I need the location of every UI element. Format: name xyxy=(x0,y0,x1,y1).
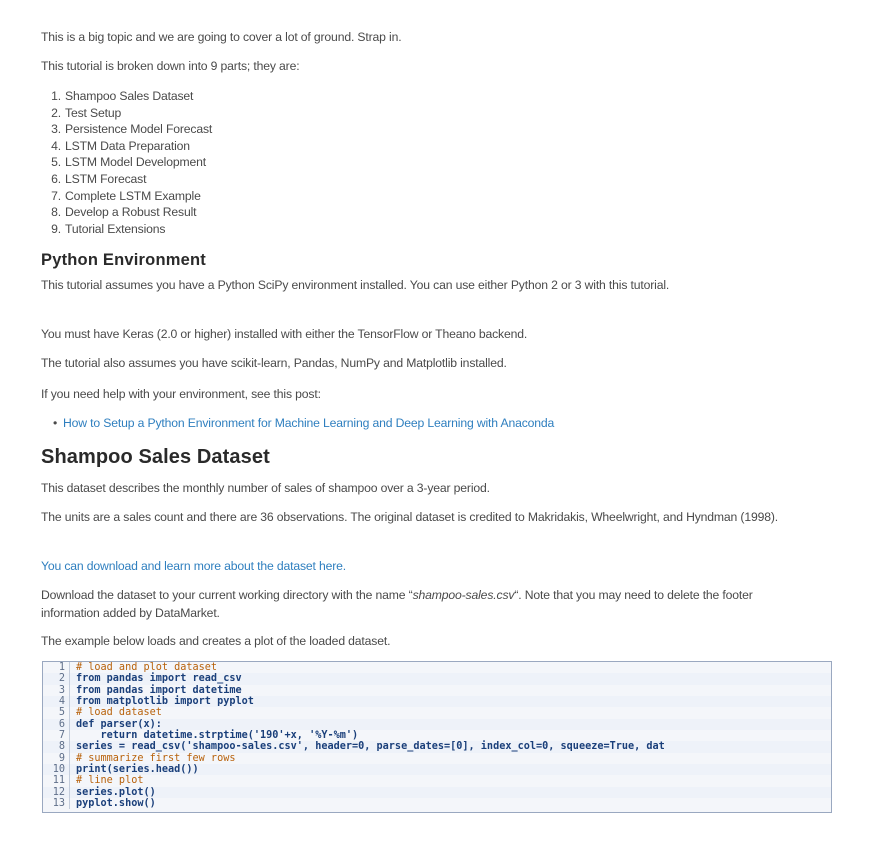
parts-list-item: 7. Complete LSTM Example xyxy=(51,188,201,203)
code-comment: # line plot xyxy=(76,775,144,787)
code-text: pyplot.show() xyxy=(76,798,156,810)
code-line xyxy=(43,673,831,684)
line-number: 13 xyxy=(43,798,70,809)
python-env-paragraph-1: This tutorial assumes you have a Python SciPy environment installed. You can use either Python 2 or 3 with this tutorial. xyxy=(41,278,670,292)
line-number: 5 xyxy=(43,707,70,718)
python-env-paragraph-3: The tutorial also assumes you have scikit-learn, Pandas, NumPy and Matplotlib installed. xyxy=(41,356,507,370)
shampoo-paragraph-1: This dataset describes the monthly number of sales of shampoo over a 3-year period. xyxy=(41,481,490,495)
anaconda-setup-link[interactable]: How to Setup a Python Environment for Machine Learning and Deep Learning with Anaconda xyxy=(63,416,555,430)
code-comment: # summarize first few rows xyxy=(76,752,236,764)
parts-list-item: 3. Persistence Model Forecast xyxy=(51,122,213,137)
code-line xyxy=(43,719,831,730)
parts-list-item: 5. LSTM Model Development xyxy=(51,155,206,170)
code-text: from matplotlib import pyplot xyxy=(76,696,254,708)
code-line xyxy=(43,741,831,752)
line-number: 11 xyxy=(43,775,70,786)
code-line xyxy=(43,685,831,696)
code-line xyxy=(43,662,831,673)
code-text: series.plot() xyxy=(76,786,156,798)
code-comment: # load and plot dataset xyxy=(76,662,218,673)
code-line xyxy=(43,798,831,809)
line-number: 7 xyxy=(43,730,70,741)
filename-text: shampoo-sales.csv xyxy=(412,588,515,602)
parts-list xyxy=(41,88,212,237)
code-line xyxy=(43,696,831,707)
line-number: 6 xyxy=(43,719,70,730)
python-env-paragraph-4: If you need help with your environment, see this post: xyxy=(41,387,321,401)
bullet-icon: • xyxy=(53,416,58,430)
shampoo-paragraph-3: Download the dataset to your current working directory with the name “shampoo-sales.csv“. Note that you may need to delete the footer information added by DataMarket. xyxy=(41,588,753,620)
code-text: def parser(x): xyxy=(76,718,162,730)
parts-list-item: 6. LSTM Forecast xyxy=(51,171,147,186)
python-env-paragraph-2: You must have Keras (2.0 or higher) installed with either the TensorFlow or Theano backend. xyxy=(41,327,528,341)
code-text: from pandas import read_csv xyxy=(76,673,242,685)
code-line xyxy=(43,730,831,741)
line-number: 1 xyxy=(43,662,70,673)
shampoo-sales-dataset-heading: Shampoo Sales Dataset xyxy=(41,446,270,468)
intro-paragraph-1: This is a big topic and we are going to cover a lot of ground. Strap in. xyxy=(41,30,402,44)
parts-list-item: 4. LSTM Data Preparation xyxy=(51,138,190,153)
code-line xyxy=(43,764,831,775)
shampoo-paragraph-4: The example below loads and creates a plot of the loaded dataset. xyxy=(41,634,391,648)
parts-list-item: 1. Shampoo Sales Dataset xyxy=(51,89,194,103)
intro-paragraph-2: This tutorial is broken down into 9 parts; they are: xyxy=(41,59,300,73)
code-text: return datetime.strptime('190'+x, '%Y-%m') xyxy=(76,730,359,742)
python-environment-heading: Python Environment xyxy=(41,251,206,269)
code-block xyxy=(42,661,832,813)
line-number: 2 xyxy=(43,673,70,684)
code-text: from pandas import datetime xyxy=(76,684,242,696)
dataset-download-link[interactable]: You can download and learn more about the dataset here. xyxy=(41,559,347,573)
line-number: 10 xyxy=(43,764,70,775)
line-number: 8 xyxy=(43,741,70,752)
line-number: 4 xyxy=(43,696,70,707)
parts-list-item: 8. Develop a Robust Result xyxy=(51,205,197,220)
parts-list-item: 9. Tutorial Extensions xyxy=(51,221,166,236)
line-number: 12 xyxy=(43,787,70,798)
code-line xyxy=(43,775,831,786)
line-number: 9 xyxy=(43,753,70,764)
code-line xyxy=(43,753,831,764)
shampoo-paragraph-2: The units are a sales count and there are 36 observations. The original dataset is credited to Makridakis, Wheelwright, and Hyndman (1998). xyxy=(41,510,778,524)
code-line xyxy=(43,707,831,718)
code-text: print(series.head()) xyxy=(76,764,199,776)
line-number: 3 xyxy=(43,685,70,696)
dataset-download-paragraph xyxy=(41,557,831,575)
code-comment: # load dataset xyxy=(76,707,162,719)
code-text: series = read_csv('shampoo-sales.csv', header=0, parse_dates=[0], index_col=0, squeeze=True, dat xyxy=(76,741,665,753)
code-line xyxy=(43,787,831,798)
list-item xyxy=(41,414,831,432)
setup-links-list xyxy=(41,414,831,432)
parts-list-item: 2. Test Setup xyxy=(51,105,122,120)
